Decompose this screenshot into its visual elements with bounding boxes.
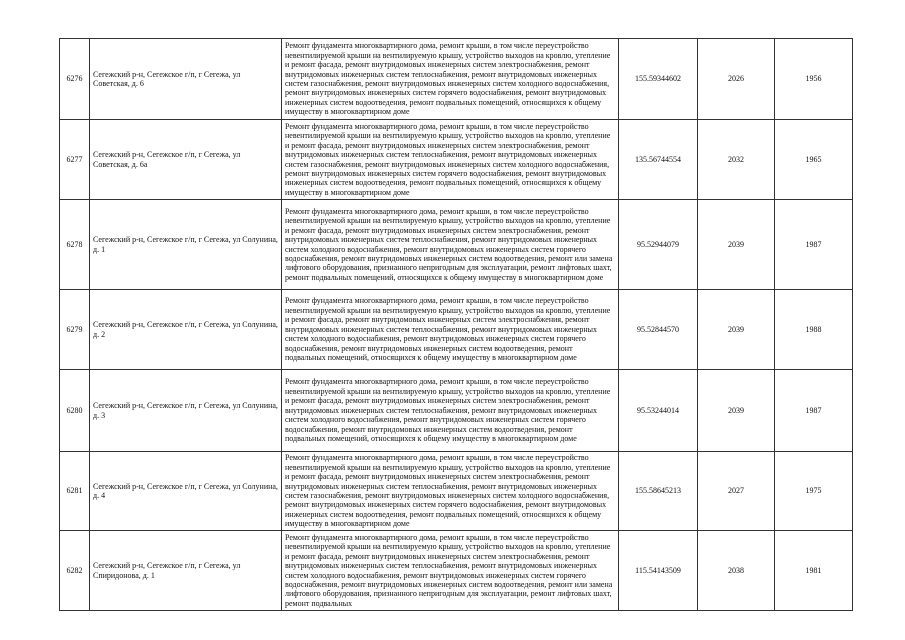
- row-number-cell: 6279: [60, 290, 90, 370]
- table-row: [60, 452, 853, 531]
- works-cell: Ремонт фундамента многоквартирного дома, ремонт крыши, в том числе переустройство невентилируемой крыши на вентилируемую крышу, устройство выходов на кровлю, утепление и ремонт фасада, ремонт внутридомовых инженерных систем электроснабжения, ремонт внутридомовых инженерных систем теплоснабжения, ремонт внутридомовых инженерных систем газоснабжения, ремонт внутридомовых инженерных систем холодного водоснабжения, ремонт внутридомовых инженерных систем горячего водоснабжения, ремонт внутридомовых инженерных систем водоотведения, ремонт подвальных помещений, относящихся к общему имуществу в многоквартирном доме: [282, 39, 619, 120]
- table-row: [60, 120, 853, 200]
- row-number-cell: 6281: [60, 452, 90, 531]
- address-cell: Сегежский р-н, Сегежское г/п, г Сегежа, ул Спиридонова, д. 1: [90, 531, 282, 611]
- cost-cell: 135.56744554: [619, 120, 698, 200]
- cost-cell: 95.52844570: [619, 290, 698, 370]
- cost-cell: 155.58645213: [619, 452, 698, 531]
- build-year-cell: 1981: [775, 531, 853, 611]
- build-year-cell: 1987: [775, 200, 853, 290]
- build-year-cell: 1988: [775, 290, 853, 370]
- planned-year-cell: 2027: [698, 452, 775, 531]
- row-number-cell: 6277: [60, 120, 90, 200]
- row-number-cell: 6276: [60, 39, 90, 120]
- address-cell: Сегежский р-н, Сегежское г/п, г Сегежа, ул Советская, д. 6: [90, 39, 282, 120]
- planned-year-cell: 2032: [698, 120, 775, 200]
- build-year-cell: 1965: [775, 120, 853, 200]
- works-cell: Ремонт фундамента многоквартирного дома, ремонт крыши, в том числе переустройство невентилируемой крыши на вентилируемую крышу, устройство выходов на кровлю, утепление и ремонт фасада, ремонт внутридомовых инженерных систем электроснабжения, ремонт внутридомовых инженерных систем теплоснабжения, ремонт внутридомовых инженерных систем газоснабжения, ремонт внутридомовых инженерных систем холодного водоснабжения, ремонт внутридомовых инженерных систем горячего водоснабжения, ремонт внутридомовых инженерных систем водоотведения, ремонт подвальных помещений, относящихся к общему имуществу в многоквартирном доме: [282, 120, 619, 200]
- repair-registry-table: [59, 38, 853, 611]
- planned-year-cell: 2026: [698, 39, 775, 120]
- build-year-cell: 1956: [775, 39, 853, 120]
- table-row: [60, 370, 853, 452]
- works-cell: Ремонт фундамента многоквартирного дома, ремонт крыши, в том числе переустройство невентилируемой крыши на вентилируемую крышу, устройство выходов на кровлю, утепление и ремонт фасада, ремонт внутридомовых инженерных систем электроснабжения, ремонт внутридомовых инженерных систем теплоснабжения, ремонт внутридомовых инженерных систем холодного водоснабжения, ремонт внутридомовых инженерных систем горячего водоснабжения, ремонт внутридомовых инженерных систем водоотведения, ремонт подвальных помещений, относящихся к общему имуществу в многоквартирном доме: [282, 370, 619, 452]
- row-number-cell: 6280: [60, 370, 90, 452]
- cost-cell: 115.54143509: [619, 531, 698, 611]
- works-cell: Ремонт фундамента многоквартирного дома, ремонт крыши, в том числе переустройство невентилируемой крыши на вентилируемую крышу, устройство выходов на кровлю, утепление и ремонт фасада, ремонт внутридомовых инженерных систем электроснабжения, ремонт внутридомовых инженерных систем теплоснабжения, ремонт внутридомовых инженерных систем газоснабжения, ремонт внутридомовых инженерных систем холодного водоснабжения, ремонт внутридомовых инженерных систем горячего водоснабжения, ремонт внутридомовых инженерных систем водоотведения, ремонт подвальных помещений, относящихся к общему имуществу в многоквартирном доме: [282, 452, 619, 531]
- build-year-cell: 1987: [775, 370, 853, 452]
- planned-year-cell: 2038: [698, 531, 775, 611]
- row-number-cell: 6278: [60, 200, 90, 290]
- planned-year-cell: 2039: [698, 200, 775, 290]
- address-cell: Сегежский р-н, Сегежское г/п, г Сегежа, ул Солунина, д. 1: [90, 200, 282, 290]
- table-row: [60, 290, 853, 370]
- row-number-cell: 6282: [60, 531, 90, 611]
- address-cell: Сегежский р-н, Сегежское г/п, г Сегежа, ул Советская, д. 6а: [90, 120, 282, 200]
- cost-cell: 95.52944079: [619, 200, 698, 290]
- table-row: [60, 200, 853, 290]
- table-row: [60, 531, 853, 611]
- table-row: [60, 39, 853, 120]
- works-cell: Ремонт фундамента многоквартирного дома, ремонт крыши, в том числе переустройство невентилируемой крыши на вентилируемую крышу, устройство выходов на кровлю, утепление и ремонт фасада, ремонт внутридомовых инженерных систем электроснабжения, ремонт внутридомовых инженерных систем теплоснабжения, ремонт внутридомовых инженерных систем холодного водоснабжения, ремонт внутридомовых инженерных систем горячего водоснабжения, ремонт внутридомовых инженерных систем водоотведения, ремонт подвальных помещений, относящихся к общему имуществу в многоквартирном доме: [282, 290, 619, 370]
- planned-year-cell: 2039: [698, 290, 775, 370]
- address-cell: Сегежский р-н, Сегежское г/п, г Сегежа, ул Солунина, д. 4: [90, 452, 282, 531]
- address-cell: Сегежский р-н, Сегежское г/п, г Сегежа, ул Солунина, д. 3: [90, 370, 282, 452]
- build-year-cell: 1975: [775, 452, 853, 531]
- address-cell: Сегежский р-н, Сегежское г/п, г Сегежа, ул Солунина, д. 2: [90, 290, 282, 370]
- works-cell: Ремонт фундамента многоквартирного дома, ремонт крыши, в том числе переустройство невентилируемой крыши на вентилируемую крышу, устройство выходов на кровлю, утепление и ремонт фасада, ремонт внутридомовых инженерных систем электроснабжения, ремонт внутридомовых инженерных систем теплоснабжения, ремонт внутридомовых инженерных систем холодного водоснабжения, ремонт внутридомовых инженерных систем горячего водоснабжения, ремонт внутридомовых инженерных систем водоотведения, ремонт или замена лифтового оборудования, признанного непригодным для эксплуатации, ремонт лифтовых шахт, ремонт подвальных помещений, относящихся к общему имуществу в многоквартирном доме: [282, 200, 619, 290]
- cost-cell: 155.59344602: [619, 39, 698, 120]
- document-page: [59, 38, 852, 611]
- planned-year-cell: 2039: [698, 370, 775, 452]
- works-cell: Ремонт фундамента многоквартирного дома, ремонт крыши, в том числе переустройство невентилируемой крыши на вентилируемую крышу, устройство выходов на кровлю, утепление и ремонт фасада, ремонт внутридомовых инженерных систем электроснабжения, ремонт внутридомовых инженерных систем теплоснабжения, ремонт внутридомовых инженерных систем холодного водоснабжения, ремонт внутридомовых инженерных систем горячего водоснабжения, ремонт внутридомовых инженерных систем водоотведения, ремонт или замена лифтового оборудования, признанного непригодным для эксплуатации, ремонт лифтовых шахт, ремонт подвальных: [282, 531, 619, 611]
- cost-cell: 95.53244014: [619, 370, 698, 452]
